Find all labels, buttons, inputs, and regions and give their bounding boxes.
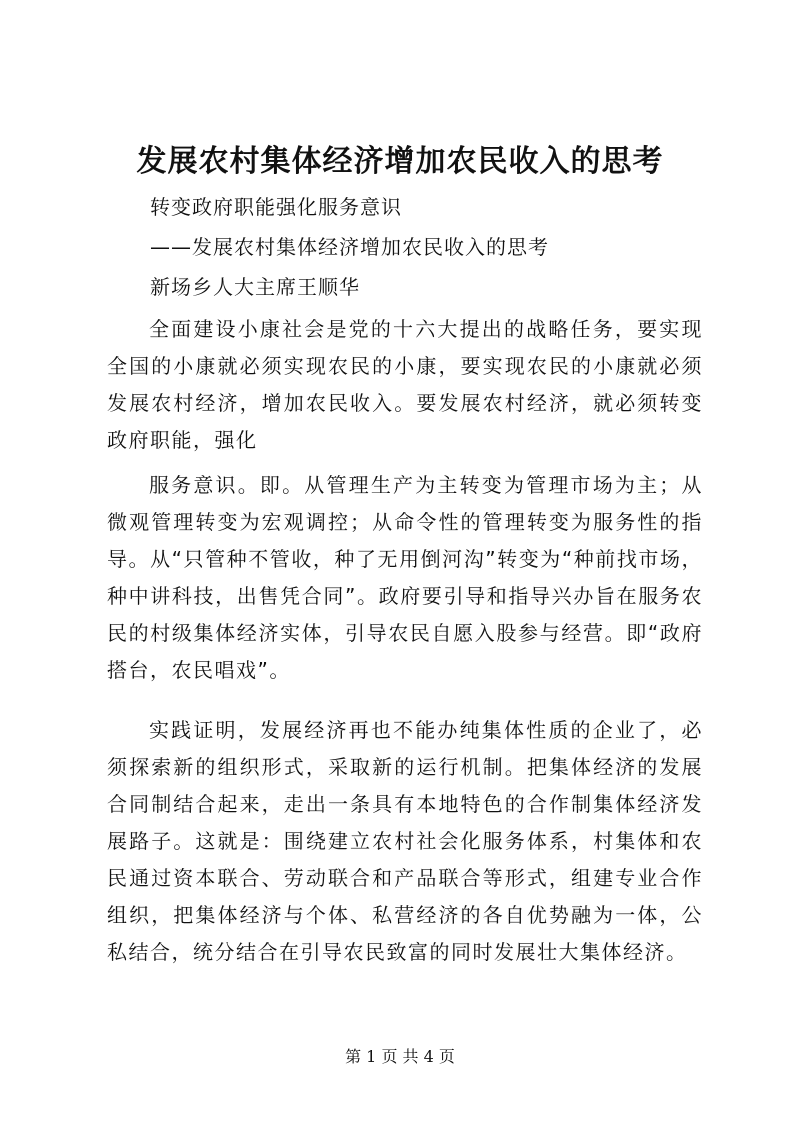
paragraph: 服务意识。即。从管理生产为主转变为管理市场为主；从微观管理转变为宏观调控；从命令性的管理转变为服务性的指导。从“只管种不管收，种了无用倒河沟”转变为“种前找市场，种中讲科技，出售凭合同”。政府要引导和指导兴办旨在服务农民的村级集体经济实体，引导农民自愿入股参与经营。即“政府搭台，农民唱戏”。 (107, 473, 703, 682)
document-author: 新场乡人大主席王顺华 (150, 275, 360, 299)
document-subtitle: 转变政府职能强化服务意识 (150, 195, 402, 219)
paragraph: 实践证明，发展经济再也不能办纯集体性质的企业了，必须探索新的组织形式，采取新的运行机制。把集体经济的发展合同制结合起来，走出一条具有本地特色的合作制集体经济发展路子。这就是：围绕建立农村社会化服务体系，村集体和农民通过资本联合、劳动联合和产品联合等形式，组建专业合作组织，把集体经济与个体、私营经济的各自优势融为一体，公私结合，统分结合在引导农民致富的同时发展壮大集体经济。 (107, 718, 703, 964)
paragraph-block-1 (107, 311, 703, 459)
paragraph-block-2 (107, 467, 703, 689)
document-title: 发展农村集体经济增加农民收入的思考 (136, 144, 664, 179)
paragraph-block-3 (107, 712, 703, 971)
document-subtitle-dash: ——发展农村集体经济增加农民收入的思考 (150, 235, 549, 259)
page-number-footer: 第 1 页 共 4 页 (345, 1047, 455, 1066)
paragraph: 全面建设小康社会是党的十六大提出的战略任务，要实现全国的小康就必须实现农民的小康，要实现农民的小康就必须发展农村经济，增加农民收入。要发展农村经济，就必须转变政府职能，强化 (107, 317, 703, 452)
